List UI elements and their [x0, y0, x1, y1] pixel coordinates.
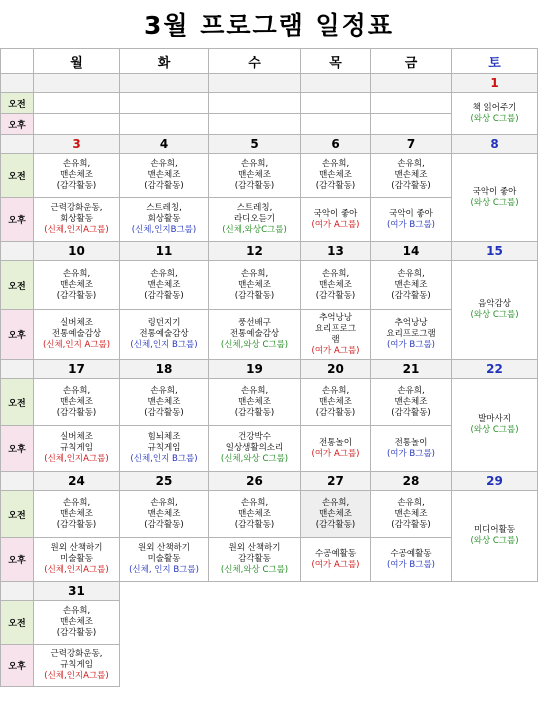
activity-cell-pm-mon [34, 538, 120, 582]
activity-line: 라디오듣기 [233, 214, 276, 224]
activity-line: 램 [331, 334, 340, 345]
activity-cell-am-wed [209, 379, 301, 426]
activity-group: (신체,인지A그룹) [44, 454, 109, 464]
date-cell-fri: 7 [371, 135, 452, 154]
activity-cell-am-fri [371, 491, 452, 538]
activity-line: 손유희, [397, 268, 425, 279]
activity-line: 원외 산책하기 [138, 543, 190, 553]
activity-cell-pm-wed [209, 310, 301, 360]
activity-line: (감각활동) [234, 290, 275, 301]
date-cell-tue: 18 [120, 360, 209, 379]
activity-group: (와상 C그룹) [470, 113, 519, 124]
activity-line: 맨손체조 [60, 508, 93, 519]
header-mon: 월 [34, 49, 120, 74]
activity-cell-pm-tue [120, 538, 209, 582]
activity-cell-empty [301, 114, 371, 135]
activity-cell-empty [301, 93, 371, 114]
activity-cell-pm-mon [34, 426, 120, 472]
activity-line: 전통예술감상 [229, 329, 280, 339]
activity-cell-pm-wed [209, 538, 301, 582]
activity-line: (감각활동) [144, 407, 184, 418]
am-row [1, 491, 538, 538]
activity-line: (감각활동) [315, 181, 356, 191]
activity-line: 맨손체조 [319, 396, 352, 407]
date-cell-fri: 21 [371, 360, 452, 379]
schedule-table [0, 48, 538, 687]
activity-line: 손유희, [397, 497, 425, 508]
activity-line: 손유희, [150, 159, 178, 169]
activity-group: (여가 A그룹) [311, 448, 360, 459]
activity-line: 손유희, [62, 385, 91, 396]
activity-group: (신체,와상 C그룹) [220, 454, 289, 464]
activity-group: (신체,와상C그룹) [222, 225, 287, 235]
header-tue: 화 [120, 49, 209, 74]
activity-cell-am-wed [209, 154, 301, 198]
activity-group: (신체,인지A그룹) [44, 225, 109, 235]
date-cell-tue: 4 [120, 135, 209, 154]
activity-line: (감각활동) [391, 407, 431, 418]
activity-cell-am-wed [209, 491, 301, 538]
session-label-am: 오전 [1, 261, 34, 310]
activity-line: 손유희, [397, 159, 425, 169]
am-row [1, 261, 538, 310]
activity-cell-empty [120, 114, 209, 135]
activity-line: (감각활동) [56, 519, 97, 530]
activity-line: 미술활동 [147, 554, 181, 564]
date-cell-empty [34, 74, 120, 93]
session-label-am: 오전 [1, 379, 34, 426]
activity-group: (와상 C그룹) [470, 197, 519, 208]
activity-group: (신체,인지 A그룹) [42, 340, 111, 350]
session-label-am: 오전 [1, 601, 34, 645]
session-label-pm: 오후 [1, 645, 34, 687]
date-cell-tue: 25 [120, 472, 209, 491]
activity-line: 추억낭낭 [394, 318, 428, 328]
activity-line: 손유희, [321, 497, 350, 508]
activity-line: (감각활동) [234, 407, 275, 418]
activity-line: (감각활동) [234, 519, 275, 530]
activity-cell-empty [371, 114, 452, 135]
activity-group: (와상 C그룹) [470, 536, 519, 546]
activity-line: 수공예활동 [314, 548, 357, 559]
activity-line: (감각활동) [56, 290, 97, 301]
activity-line: 추억낭낭 [319, 312, 352, 323]
activity-group: (신체,와상 C그룹) [220, 565, 289, 575]
activity-cell-am-mon [34, 601, 120, 645]
activity-line: 근력강화운동, [50, 649, 103, 659]
date-row [1, 74, 538, 93]
activity-cell-empty [34, 114, 120, 135]
activity-cell-empty [209, 93, 301, 114]
activity-cell-am-tue [120, 491, 209, 538]
activity-line: 맨손체조 [60, 396, 93, 407]
activity-cell-am-tue [120, 154, 209, 198]
activity-line: 수공예활동 [390, 548, 432, 559]
activity-line: 맨손체조 [319, 279, 352, 290]
activity-line: 손유희, [240, 268, 269, 279]
activity-cell-am-fri [371, 261, 452, 310]
date-cell-empty [301, 74, 371, 93]
activity-line: 손유희, [150, 268, 178, 279]
activity-line: 맨손체조 [60, 279, 93, 290]
activity-line: (감각활동) [391, 181, 431, 191]
date-cell-wed: 12 [209, 242, 301, 261]
date-cell-thu: 27 [301, 472, 371, 491]
date-row-corner [1, 582, 34, 601]
activity-cell-pm-fri [371, 198, 452, 242]
activity-group: (여가 B그룹) [386, 448, 435, 459]
activity-line: (감각활동) [56, 407, 97, 418]
date-cell-mon: 3 [34, 135, 120, 154]
activity-cell-am-thu [301, 379, 371, 426]
activity-line: (감각활동) [315, 519, 356, 530]
activity-cell-pm-wed [209, 198, 301, 242]
activity-line: 책 읽어주기 [472, 102, 517, 113]
activity-line: 스트레칭, [146, 203, 182, 213]
activity-line: 손유희, [150, 385, 178, 396]
header-wed: 수 [209, 49, 301, 74]
activity-cell-am-mon [34, 379, 120, 426]
activity-cell-pm-wed [209, 426, 301, 472]
date-cell-fri: 28 [371, 472, 452, 491]
activity-line: 전통놀이 [319, 437, 352, 448]
header-fri: 금 [371, 49, 452, 74]
date-row [1, 360, 538, 379]
saturday-activity-cell [452, 379, 538, 472]
date-cell-thu: 20 [301, 360, 371, 379]
activity-line: 손유희, [150, 497, 178, 508]
date-row-corner [1, 360, 34, 379]
activity-cell-pm-thu [301, 310, 371, 360]
activity-cell-pm-tue [120, 198, 209, 242]
activity-cell-pm-tue [120, 310, 209, 360]
activity-cell-am-fri [371, 154, 452, 198]
activity-cell-pm-thu [301, 538, 371, 582]
empty-area [120, 582, 538, 687]
date-cell-sat: 8 [452, 135, 538, 154]
activity-cell-pm-tue [120, 426, 209, 472]
activity-line: 손유희, [397, 385, 425, 396]
activity-line: 손유희, [321, 159, 350, 169]
activity-line: 규칙게임 [60, 660, 93, 670]
activity-line: 원외 산책하기 [228, 543, 281, 553]
date-cell-empty [209, 74, 301, 93]
activity-line: 손유희, [62, 159, 91, 169]
activity-cell-pm-fri [371, 538, 452, 582]
activity-cell-am-thu [301, 261, 371, 310]
am-row [1, 154, 538, 198]
date-row-corner [1, 135, 34, 154]
activity-line: 건강박수 [238, 432, 271, 442]
activity-cell-am-thu [301, 154, 371, 198]
activity-line: 감각활동 [238, 554, 271, 564]
activity-line: 맨손체조 [394, 396, 428, 407]
am-row [1, 379, 538, 426]
activity-line: (감각활동) [234, 181, 275, 191]
activity-line: (감각활동) [144, 290, 184, 301]
activity-line: (감각활동) [391, 290, 431, 301]
date-cell-sat: 22 [452, 360, 538, 379]
session-label-pm: 오후 [1, 426, 34, 472]
session-label-pm: 오후 [1, 538, 34, 582]
date-cell-wed: 5 [209, 135, 301, 154]
activity-group: (신체,인지 B그룹) [130, 340, 198, 350]
saturday-activity-cell [452, 93, 538, 135]
activity-line: 미술활동 [60, 554, 93, 564]
activity-cell-am-wed [209, 261, 301, 310]
activity-cell-empty [34, 93, 120, 114]
activity-line: 전통놀이 [394, 437, 428, 448]
day-header-row [1, 49, 538, 74]
activity-cell-am-tue [120, 261, 209, 310]
activity-line: 손유희, [62, 606, 91, 616]
activity-line: 실버체조 [60, 318, 93, 328]
activity-cell-pm-mon [34, 198, 120, 242]
date-cell-sat: 29 [452, 472, 538, 491]
date-cell-mon: 17 [34, 360, 120, 379]
activity-line: 손유희, [240, 159, 269, 169]
activity-line: 발마사지 [478, 414, 511, 424]
activity-group: (신체,인지B그룹) [131, 225, 197, 235]
activity-line: 손유희, [240, 385, 269, 396]
activity-line: 미디어활동 [473, 525, 516, 535]
date-row [1, 242, 538, 261]
activity-line: 전통예술감상 [51, 329, 102, 339]
session-label-am: 오전 [1, 491, 34, 538]
activity-cell-am-mon [34, 491, 120, 538]
corner-header [1, 49, 34, 74]
activity-group: (와상 C그룹) [470, 425, 519, 435]
date-cell-tue: 11 [120, 242, 209, 261]
activity-cell-am-tue [120, 379, 209, 426]
activity-line: 맨손체조 [147, 170, 181, 180]
header-sat: 토 [452, 49, 538, 74]
saturday-activity-cell [452, 154, 538, 242]
activity-line: (감각활동) [391, 519, 431, 530]
date-cell-empty [120, 74, 209, 93]
activity-line: 맨손체조 [238, 279, 271, 290]
date-cell-mon: 24 [34, 472, 120, 491]
date-cell-wed: 19 [209, 360, 301, 379]
session-label-am: 오전 [1, 93, 34, 114]
activity-line: (감각활동) [144, 181, 184, 191]
activity-cell-am-fri [371, 379, 452, 426]
activity-line: 회상활동 [147, 214, 181, 224]
session-label-pm: 오후 [1, 310, 34, 360]
activity-line: 맨손체조 [238, 170, 271, 180]
activity-line: (감각활동) [315, 407, 356, 418]
activity-line: 국악이 좋아 [313, 208, 358, 219]
activity-group: (신체,인지A그룹) [44, 565, 109, 575]
activity-line: 손유희, [321, 268, 350, 279]
activity-group: (신체,인지 B그룹) [130, 454, 198, 464]
activity-line: 링던지기 [147, 318, 181, 328]
activity-cell-pm-fri [371, 310, 452, 360]
activity-line: 힘뇌체조 [147, 432, 181, 442]
activity-line: 맨손체조 [60, 170, 93, 180]
activity-line: 스트레칭, [236, 203, 273, 213]
activity-line: 손유희, [321, 385, 350, 396]
session-label-pm: 오후 [1, 198, 34, 242]
activity-line: 국악이 좋아 [472, 186, 517, 197]
activity-line: 손유희, [62, 497, 91, 508]
activity-group: (여가 B그룹) [386, 559, 435, 570]
activity-line: (감각활동) [315, 290, 356, 301]
date-cell-sat: 1 [452, 74, 538, 93]
activity-line: 실버체조 [60, 432, 93, 442]
activity-cell-am-mon [34, 261, 120, 310]
saturday-activity-cell [452, 491, 538, 582]
date-row [1, 135, 538, 154]
page-title: 3월 프로그램 일정표 [143, 11, 394, 40]
activity-line: 맨손체조 [319, 170, 352, 180]
activity-group: (여가 A그룹) [311, 559, 360, 570]
session-label-am: 오전 [1, 154, 34, 198]
date-row-corner [1, 472, 34, 491]
activity-line: 맨손체조 [319, 508, 352, 519]
activity-line: 맨손체조 [394, 508, 428, 519]
activity-line: (감각활동) [56, 181, 97, 191]
activity-line: 맨손체조 [238, 508, 271, 519]
date-cell-sat: 15 [452, 242, 538, 261]
activity-line: 음악감상 [478, 299, 511, 309]
activity-line: 맨손체조 [147, 279, 181, 290]
saturday-activity-cell [452, 261, 538, 360]
activity-group: (여가 A그룹) [311, 345, 360, 356]
activity-group: (신체,와상 C그룹) [220, 340, 289, 350]
activity-cell-empty [209, 114, 301, 135]
header-thu: 목 [301, 49, 371, 74]
activity-line: 손유희, [62, 268, 91, 279]
date-cell-thu: 13 [301, 242, 371, 261]
activity-cell-pm-thu [301, 198, 371, 242]
activity-line: 맨손체조 [60, 617, 93, 627]
activity-cell-pm-thu [301, 426, 371, 472]
activity-cell-empty [371, 93, 452, 114]
date-cell-fri: 14 [371, 242, 452, 261]
activity-line: 요리프로그램 [386, 329, 436, 339]
activity-line: 맨손체조 [394, 170, 428, 180]
activity-cell-pm-mon [34, 310, 120, 360]
activity-line: 요리프로그 [314, 323, 357, 334]
activity-line: 규칙게임 [60, 443, 93, 453]
activity-group: (와상 C그룹) [470, 310, 519, 320]
date-cell-wed: 26 [209, 472, 301, 491]
activity-line: 맨손체조 [147, 396, 181, 407]
activity-line: 손유희, [240, 497, 269, 508]
date-cell-mon: 31 [34, 582, 120, 601]
activity-cell-am-mon [34, 154, 120, 198]
date-row [1, 582, 538, 601]
activity-group: (여가 B그룹) [386, 219, 435, 230]
date-row-corner [1, 74, 34, 93]
activity-group: (신체, 인지 B그룹) [129, 565, 199, 575]
activity-line: 일상생활의소리 [225, 443, 284, 453]
date-cell-mon: 10 [34, 242, 120, 261]
activity-cell-pm-fri [371, 426, 452, 472]
activity-line: (감각활동) [144, 519, 184, 530]
activity-line: 전통예술감상 [139, 329, 189, 339]
activity-line: 맨손체조 [147, 508, 181, 519]
activity-line: 규칙게임 [147, 443, 181, 453]
activity-group: (신체,인지A그룹) [44, 671, 109, 681]
activity-line: 맨손체조 [238, 396, 271, 407]
activity-line: 풍선배구 [238, 318, 271, 328]
session-label-pm: 오후 [1, 114, 34, 135]
date-row [1, 472, 538, 491]
date-row-corner [1, 242, 34, 261]
activity-group: (여가 A그룹) [311, 219, 360, 230]
activity-line: 맨손체조 [394, 279, 428, 290]
date-cell-empty [371, 74, 452, 93]
date-cell-thu: 6 [301, 135, 371, 154]
activity-line: 국악이 좋아 [389, 208, 433, 219]
activity-line: (감각활동) [56, 628, 97, 638]
activity-group: (여가 B그룹) [386, 340, 435, 350]
activity-cell-empty [120, 93, 209, 114]
activity-line: 회상활동 [60, 214, 93, 224]
activity-cell-pm-mon [34, 645, 120, 687]
am-row [1, 93, 538, 114]
activity-cell-am-thu [301, 491, 371, 538]
activity-line: 근력강화운동, [50, 203, 103, 213]
activity-line: 원외 산책하기 [50, 543, 103, 553]
